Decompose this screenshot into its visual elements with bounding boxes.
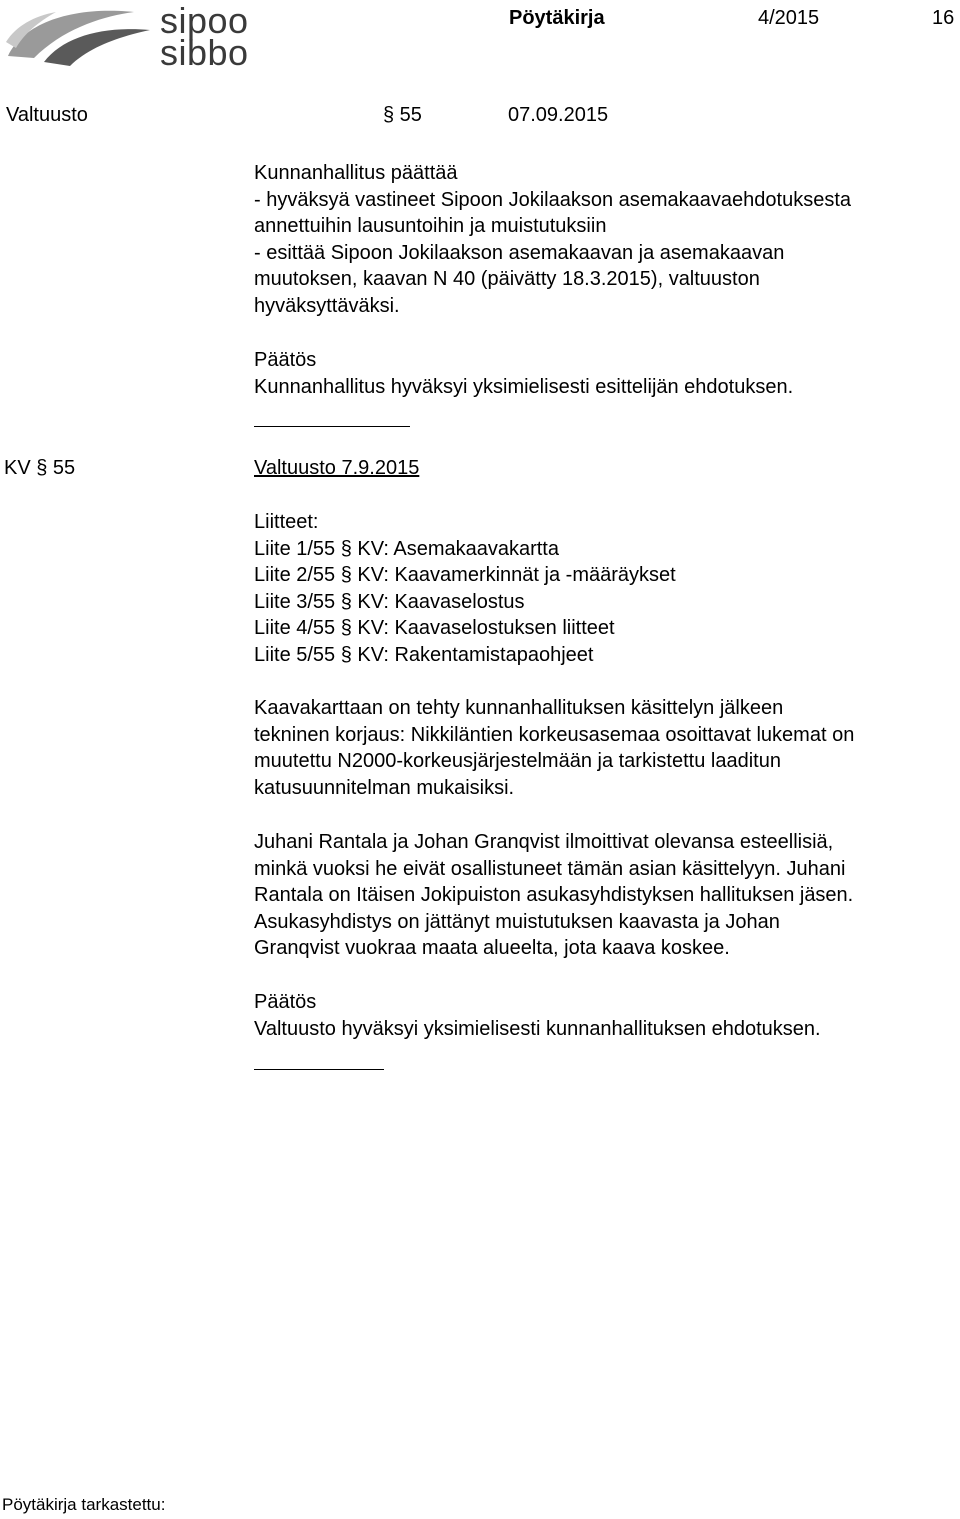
attachment-item: Liite 5/55 § KV: Rakentamistapaohjeet [254, 643, 594, 666]
council-decision [254, 989, 954, 1042]
end-divider [254, 1069, 384, 1070]
board-proposal-line: - esittää Sipoon Jokilaakson asemakaavan ja asemakaavan [254, 241, 785, 264]
kv-section-date: Valtuusto 7.9.2015 [254, 457, 420, 479]
meeting-section: § 55 [383, 104, 422, 126]
attachment-item: Liite 4/55 § KV: Kaavaselostuksen liitteet [254, 617, 615, 640]
correction-paragraph [254, 695, 954, 801]
paragraph-line: katusuunnitelman mukaisiksi. [254, 776, 515, 799]
page-number: 16 [932, 7, 955, 29]
board-proposal-line: - hyväksyä vastineet Sipoon Jokilaakson asemakaavaehdotuksesta [254, 188, 852, 211]
paragraph-line: Juhani Rantala ja Johan Granqvist ilmoittivat olevansa esteellisiä, [254, 831, 834, 853]
footer-reviewed-label: Pöytäkirja tarkastettu: [2, 1495, 166, 1514]
paragraph-line: minkä vuoksi he eivät osallistuneet tämän asian käsittelyyn. Juhani [254, 857, 846, 880]
logo-text-sibbo: sibbo [160, 32, 249, 73]
paragraph-line: Granqvist vuokraa maata alueelta, jota kaava koskee. [254, 937, 730, 960]
logo-swoosh-icon [4, 2, 154, 72]
meeting-date: 07.09.2015 [508, 104, 609, 126]
board-proposal-heading: Kunnanhallitus päättää [254, 162, 458, 184]
section-divider [254, 426, 410, 427]
document-issue: 4/2015 [758, 7, 820, 29]
document-type: Pöytäkirja [509, 7, 605, 29]
paragraph-line: muutettu N2000-korkeusjärjestelmään ja tarkistettu laaditun [254, 750, 781, 773]
board-decision-heading: Päätös [254, 349, 317, 371]
sipoo-sibbo-logo [4, 2, 264, 72]
attachment-item: Liite 1/55 § KV: Asemakaavakartta [254, 537, 559, 560]
board-proposal-line: annettuihin lausuntoihin ja muistutuksiin [254, 215, 607, 238]
paragraph-line: tekninen korjaus: Nikkiläntien korkeusasemaa osoittavat lukemat on [254, 723, 855, 746]
council-decision-text: Valtuusto hyväksyi yksimielisesti kunnanhallituksen ehdotuksen. [254, 1017, 821, 1040]
council-decision-heading: Päätös [254, 991, 317, 1013]
board-proposal-line: hyväksyttäväksi. [254, 294, 400, 317]
board-decision [254, 347, 954, 400]
attachments-list [254, 509, 954, 669]
logo-text-sipoo: sipoo [160, 0, 249, 41]
board-proposal [254, 160, 954, 320]
attachment-item: Liite 3/55 § KV: Kaavaselostus [254, 590, 525, 613]
meeting-body: Valtuusto [6, 104, 88, 126]
paragraph-line: Kaavakarttaan on tehty kunnanhallituksen käsittelyn jälkeen [254, 697, 784, 719]
attachments-heading: Liitteet: [254, 511, 319, 533]
board-proposal-line: muutoksen, kaavan N 40 (päivätty 18.3.2015), valtuuston [254, 268, 760, 291]
paragraph-line: Asukasyhdistys on jättänyt muistutuksen kaavasta ja Johan [254, 910, 780, 933]
attachment-item: Liite 2/55 § KV: Kaavamerkinnät ja -määräykset [254, 564, 676, 587]
kv-section-label: KV § 55 [4, 457, 76, 479]
paragraph-line: Rantala on Itäisen Jokipuiston asukasyhdistyksen hallituksen jäsen. [254, 884, 854, 907]
disqualification-paragraph [254, 829, 954, 962]
board-decision-text: Kunnanhallitus hyväksyi yksimielisesti esittelijän ehdotuksen. [254, 375, 794, 398]
